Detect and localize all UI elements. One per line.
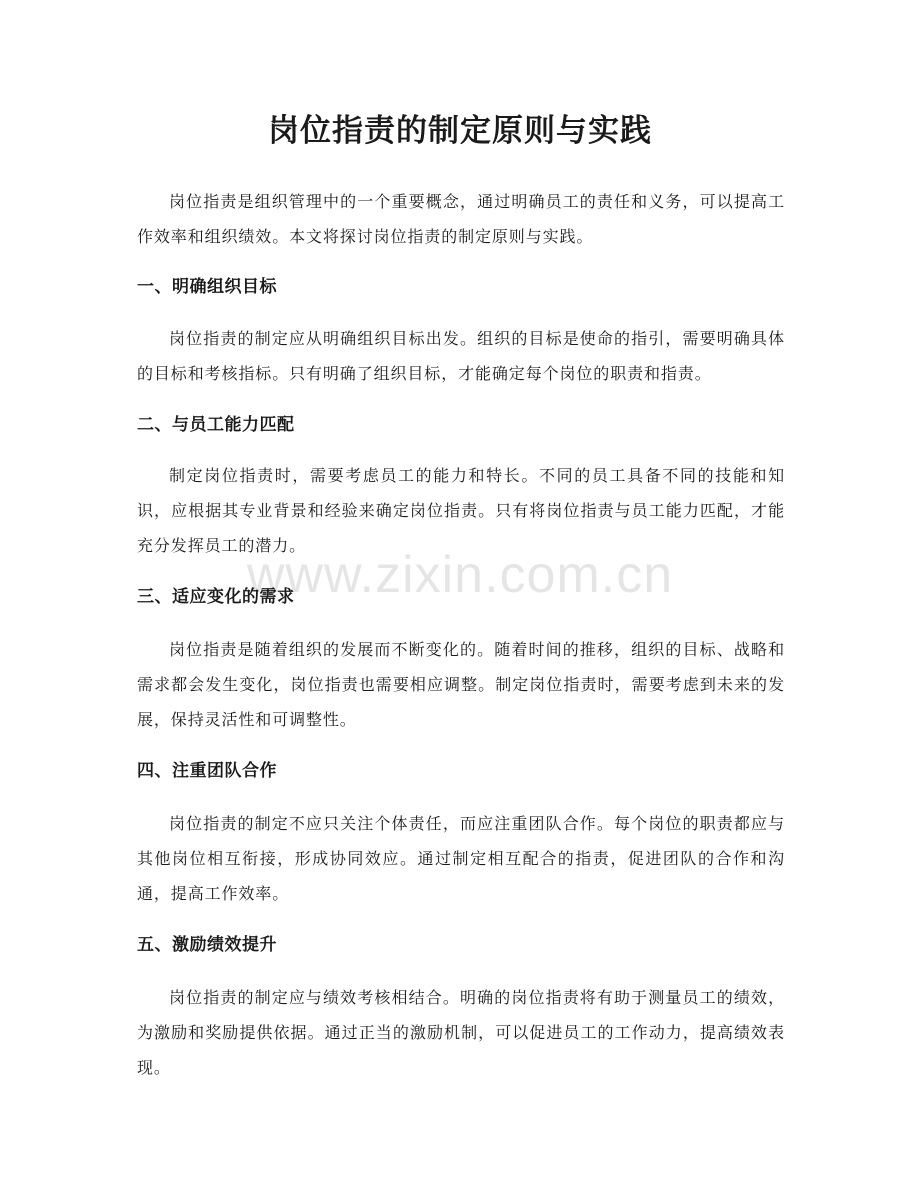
section-heading-5: 五、激励绩效提升 xyxy=(137,935,277,955)
intro-paragraph: 岗位指责是组织管理中的一个重要概念，通过明确员工的责任和义务，可以提高工作效率和组织绩效。本文将探讨岗位指责的制定原则与实践。 xyxy=(137,192,785,246)
section-body-2: 制定岗位指责时，需要考虑员工的能力和特长。不同的员工具备不同的技能和知识，应根据其专业背景和经验来确定岗位指责。只有将岗位指责与员工能力匹配，才能充分发挥员工的潜力。 xyxy=(137,466,785,555)
section-body-4: 岗位指责的制定不应只关注个体责任，而应注重团队合作。每个岗位的职责都应与其他岗位相互衔接，形成协同效应。通过制定相互配合的指责，促进团队的合作和沟通，提高工作效率。 xyxy=(137,814,785,903)
watermark: www.zixin.com.cn xyxy=(246,546,674,604)
section-body-5: 岗位指责的制定应与绩效考核相结合。明确的岗位指责将有助于测量员工的绩效，为激励和奖励提供依据。通过正当的激励机制，可以促进员工的工作动力，提高绩效表现。 xyxy=(137,988,785,1077)
section-body-3: 岗位指责是随着组织的发展而不断变化的。随着时间的推移，组织的目标、战略和需求都会发生变化，岗位指责也需要相应调整。制定岗位指责时，需要考虑到未来的发展，保持灵活性和可调整性。 xyxy=(137,640,785,729)
section-heading-1: 一、明确组织目标 xyxy=(137,277,277,297)
section-heading-4: 四、注重团队合作 xyxy=(137,761,277,781)
section-body-1: 岗位指责的制定应从明确组织目标出发。组织的目标是使命的指引，需要明确具体的目标和考核指标。只有明确了组织目标，才能确定每个岗位的职责和指责。 xyxy=(137,329,785,383)
document-title: 岗位指责的制定原则与实践 xyxy=(268,113,652,149)
section-heading-3: 三、适应变化的需求 xyxy=(137,587,295,607)
section-heading-2: 二、与员工能力匹配 xyxy=(137,415,295,435)
